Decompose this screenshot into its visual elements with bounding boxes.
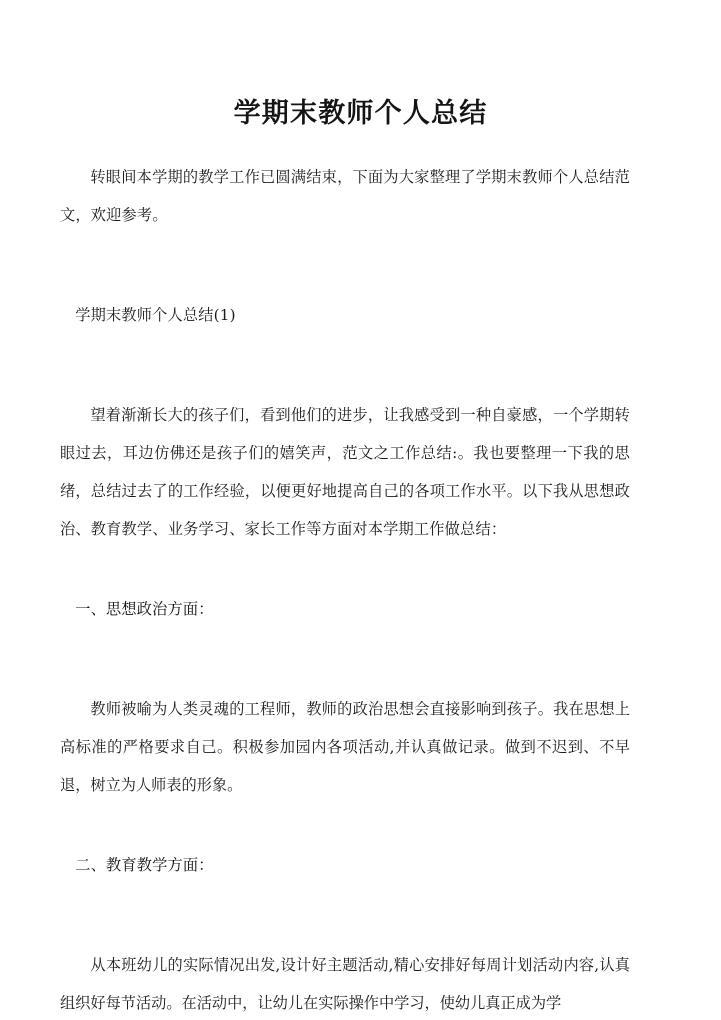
page-title: 学期末教师个人总结	[233, 98, 488, 130]
spacer	[60, 884, 630, 946]
spacer	[60, 804, 630, 846]
spacer	[60, 628, 630, 690]
spacer	[60, 548, 630, 590]
section-heading-one: 一、思想政治方面：	[75, 600, 214, 618]
section-one-paragraph: 教师被喻为人类灵魂的工程师，教师的政治思想会直接影响到孩子。我在思想上高标准的严格要求自己。积极参加园内各项活动,并认真做记录。做到不迟到、不早退，树立为人师表的形象。	[60, 700, 630, 794]
spacer	[60, 334, 630, 396]
subheading-part-one: 学期末教师个人总结(1)	[75, 306, 236, 324]
intro-paragraph: 转眼间本学期的教学工作已圆满结束，下面为大家整理了学期末教师个人总结范文，欢迎参考。	[60, 168, 630, 224]
document-body	[60, 158, 630, 1020]
section-two-paragraph: 从本班幼儿的实际情况出发,设计好主题活动,精心安排好每周计划活动内容,认真组织好每节活动。在活动中，让幼儿在实际操作中学习，使幼儿真正成为学	[60, 956, 630, 1012]
spacer	[60, 234, 630, 296]
section-heading-two: 二、教育教学方面：	[75, 856, 214, 874]
opening-paragraph: 望着渐渐长大的孩子们，看到他们的进步，让我感受到一种自豪感，一个学期转眼过去，耳边仿佛还是孩子们的嬉笑声，范文之工作总结:。我也要整理一下我的思绪，总结过去了的工作经验，以便更好地提高自己的各项工作水平。以下我从思想政治、教育教学、业务学习、家长工作等方面对本学期工作做总结：	[60, 406, 630, 538]
